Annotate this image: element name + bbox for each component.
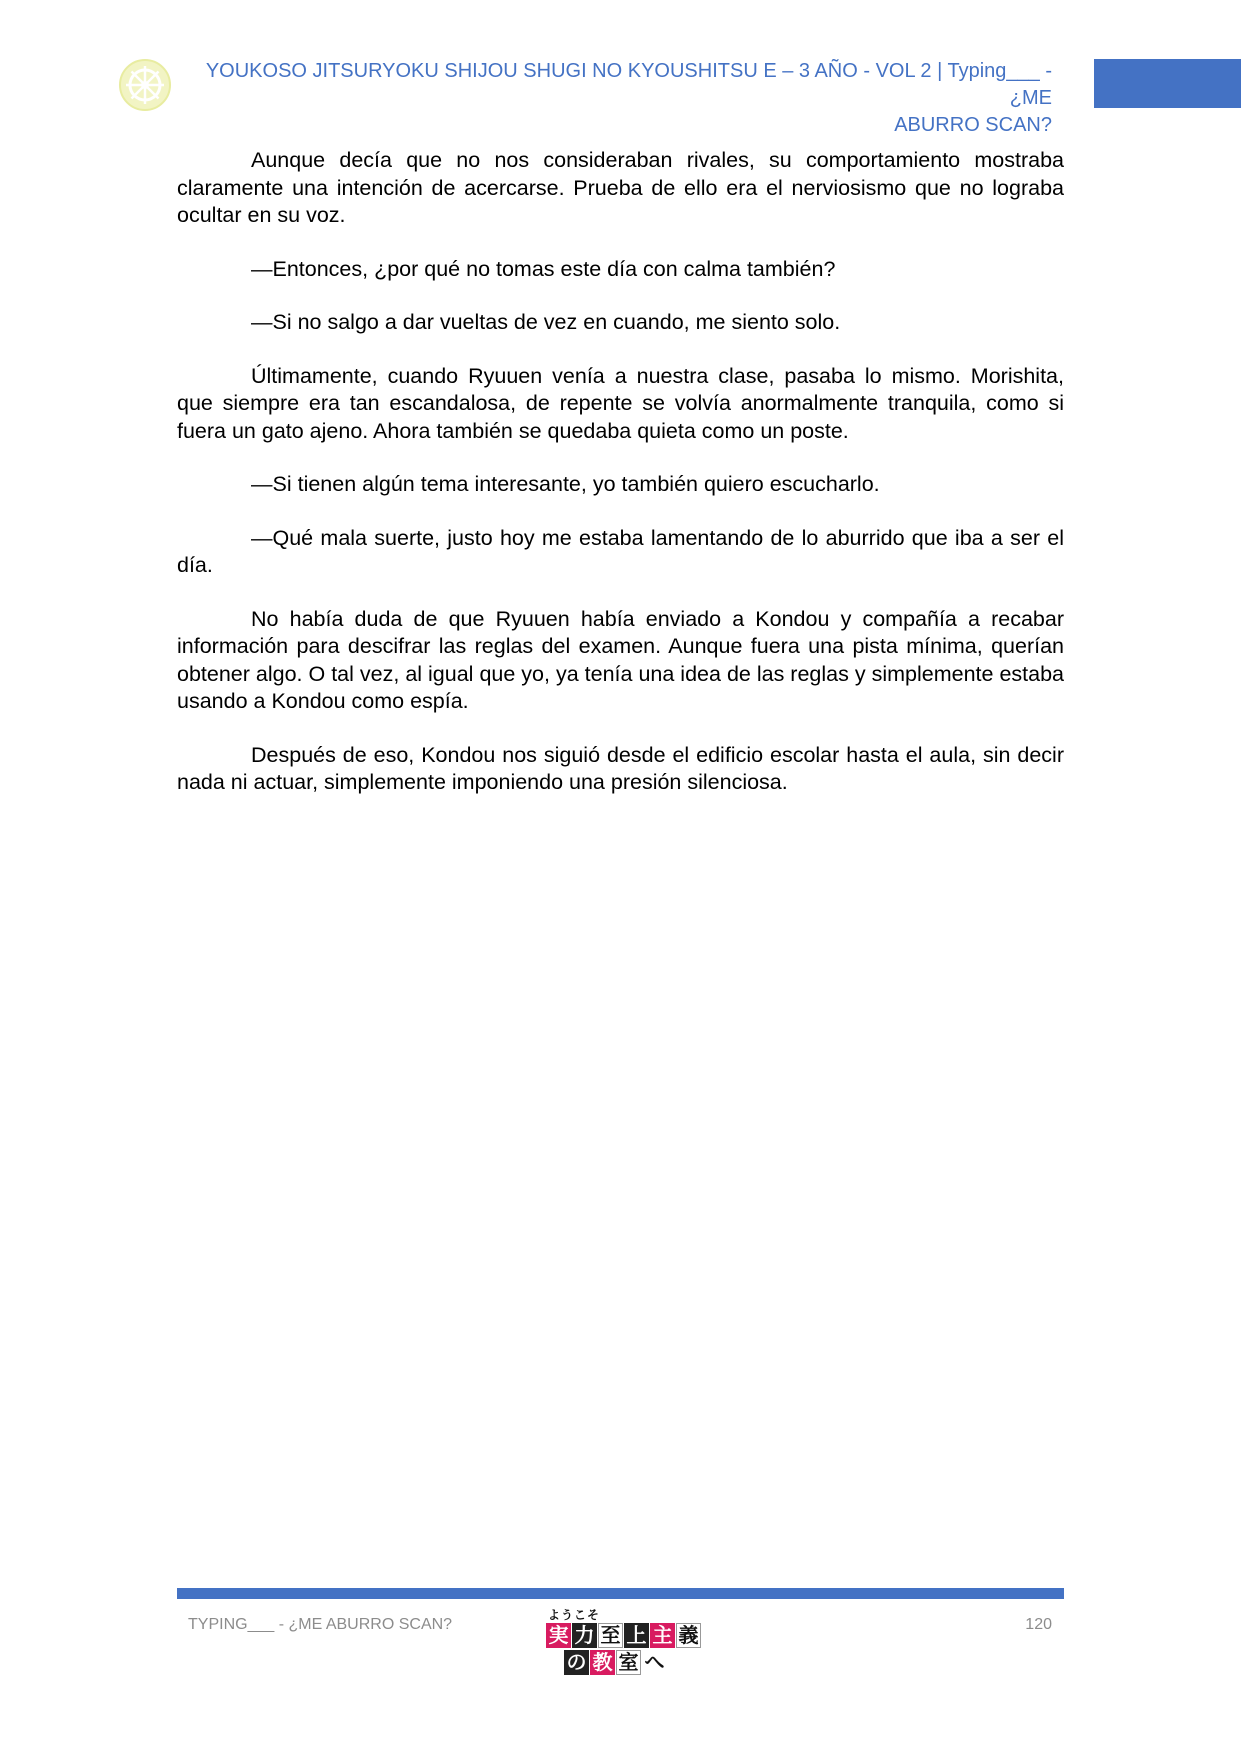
logo-glyph: へ <box>644 1650 665 1674</box>
logo-glyph: 実 <box>546 1623 571 1648</box>
header-title-line-2: ABURRO SCAN? <box>894 114 1052 136</box>
logo-glyph: 上 <box>624 1623 649 1648</box>
paragraph: Últimamente, cuando Ryuuen venía a nuestra clase, pasaba lo mismo. Morishita, que siempre era tan escandalosa, de repente se volvía anormalmente tranquila, como si fuera un gato ajeno. Ahora también se quedaba quieta como un poste. <box>177 363 1064 443</box>
logo-glyph: 力 <box>572 1623 597 1648</box>
logo-glyph: 室 <box>616 1650 641 1675</box>
series-logo <box>546 1606 699 1678</box>
logo-glyph: 義 <box>676 1623 701 1648</box>
header-accent-bar <box>1094 59 1241 108</box>
paragraph: —Qué mala suerte, justo hoy me estaba lamentando de lo aburrido que iba a ser el día. <box>177 525 1064 577</box>
logo-glyph: 教 <box>590 1650 615 1675</box>
logo-row-1 <box>546 1623 702 1648</box>
paragraph: —Si tienen algún tema interesante, yo también quiero escucharlo. <box>251 472 880 496</box>
logo-glyph: 至 <box>598 1623 623 1648</box>
paragraph: —Entonces, ¿por qué no tomas este día con calma también? <box>251 256 836 281</box>
paragraph: Aunque decía que no nos consideraban rivales, su comportamiento mostraba claramente una intención de acercarse. Prueba de ello era el nerviosismo que no lograba ocultar en su voz. <box>177 148 1064 227</box>
chapter-body <box>177 147 1064 823</box>
paragraph: Después de eso, Kondou nos siguió desde el edificio escolar hasta el aula, sin decir nada ni actuar, simplemente imponiendo una presión silenciosa. <box>177 742 1064 794</box>
paragraph: —Si no salgo a dar vueltas de vez en cuando, me siento solo. <box>251 310 841 334</box>
page-number: 120 <box>1025 1616 1052 1633</box>
footer-text: TYPING___ - ¿ME ABURRO SCAN? <box>188 1616 453 1633</box>
wheel-emblem-icon <box>118 58 172 112</box>
paragraph: No había duda de que Ryuuen había enviado a Kondou y compañía a recabar información para descifrar las reglas del examen. Aunque fuera una pista mínima, querían obtener algo. O tal vez, al igual que yo, ya tenía una idea de las reglas y simplemente estaba usando a Kondou como espía. <box>177 606 1064 713</box>
header-title-line-1: YOUKOSO JITSURYOKU SHIJOU SHUGI NO KYOUSHITSU E – 3 AÑO - VOL 2 | Typing___ - ¿ME <box>205 60 1052 109</box>
logo-row-2 <box>564 1650 668 1675</box>
logo-glyph: 主 <box>650 1623 675 1648</box>
running-header <box>190 58 1052 139</box>
logo-glyph: の <box>564 1650 589 1675</box>
logo-top-text: ようこそ <box>548 1608 601 1622</box>
footer-divider <box>177 1588 1064 1599</box>
